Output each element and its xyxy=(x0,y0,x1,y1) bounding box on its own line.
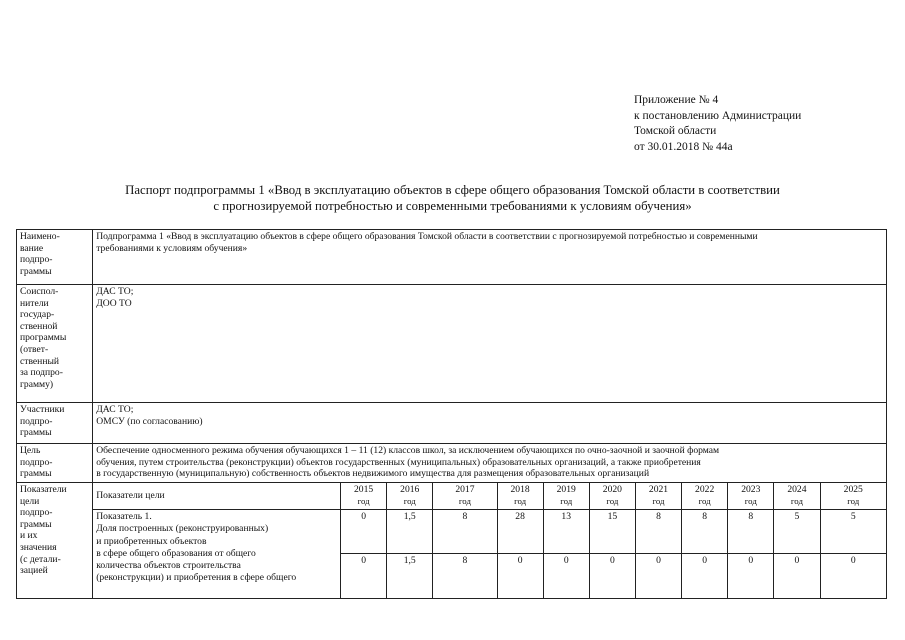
year-header xyxy=(543,483,589,510)
indicator-value: 8 xyxy=(433,510,497,554)
appendix-line: от 30.01.2018 № 44а xyxy=(634,140,733,153)
text-line: (реконструкции) и приобретения в сфере общего xyxy=(96,572,297,584)
label-line: зацией xyxy=(20,565,48,577)
indicator-value: 0 xyxy=(589,554,635,599)
label-line: грамму) xyxy=(20,378,54,390)
indicator-value: 0 xyxy=(341,510,387,554)
indicator-value: 8 xyxy=(433,554,497,599)
participants-text xyxy=(93,403,887,444)
indicator-value: 0 xyxy=(682,554,728,599)
year-word: год xyxy=(514,495,527,506)
label-line: нители xyxy=(20,297,49,309)
indicator-row-1 xyxy=(17,510,887,554)
indicator-value: 5 xyxy=(820,510,887,554)
indicator-value: 0 xyxy=(341,554,387,599)
year-word: год xyxy=(560,495,573,506)
text-line: Подпрограмма 1 «Ввод в эксплуатацию объектов в сфере общего образования Томской области в соответствии с прогнозируемой потребностью и современными xyxy=(96,231,758,242)
row-coexecutors xyxy=(17,285,887,403)
row-label-participants xyxy=(17,403,93,444)
label-line: (с детали- xyxy=(20,553,61,565)
year-number: 2022 xyxy=(695,484,715,495)
text-line: количества объектов строительства xyxy=(96,560,241,572)
label-line: Участники xyxy=(20,404,65,415)
year-header xyxy=(820,483,887,510)
indicator-value: 1,5 xyxy=(387,510,433,554)
text-line: Показатель 1. xyxy=(96,511,152,522)
year-number: 2023 xyxy=(741,484,761,495)
year-word: год xyxy=(458,495,471,506)
indicator-value: 8 xyxy=(635,510,681,554)
year-header xyxy=(728,483,774,510)
label-line: ственный xyxy=(20,355,60,367)
indicator-value: 8 xyxy=(728,510,774,554)
year-header xyxy=(682,483,728,510)
indicator-value: 15 xyxy=(589,510,635,554)
indicator-value: 13 xyxy=(543,510,589,554)
row-label-name xyxy=(17,230,93,285)
title-line: Паспорт подпрограммы 1 «Ввод в эксплуатацию объектов в сфере общего образования Томской области в соответствии xyxy=(125,183,780,197)
text-line: ДОО ТО xyxy=(96,297,132,309)
year-header xyxy=(497,483,543,510)
label-line: граммы xyxy=(20,265,52,277)
row-label-goal xyxy=(17,444,93,483)
label-line: государ- xyxy=(20,309,55,321)
label-line: цели xyxy=(20,495,40,507)
row-goal xyxy=(17,444,887,483)
label-line: подпро- xyxy=(20,254,53,266)
goal-text xyxy=(93,444,887,483)
year-number: 2015 xyxy=(354,484,374,495)
appendix-line: к постановлению Администрации xyxy=(634,109,802,122)
label-line: Показатели xyxy=(20,484,67,495)
label-line: ственной xyxy=(20,320,58,332)
label-line: и их xyxy=(20,530,38,542)
label-line: значения xyxy=(20,541,57,553)
row-label-coexecutors xyxy=(17,285,93,403)
year-header xyxy=(341,483,387,510)
year-word: год xyxy=(847,495,860,506)
text-line: Обеспечение односменного режима обучения обучающихся 1 – 11 (12) классов школ, за исключением обучающихся по очно-заочной и заочной формам xyxy=(96,445,720,456)
label-line: за подпро- xyxy=(20,367,63,379)
year-number: 2025 xyxy=(843,484,863,495)
page-title xyxy=(40,182,865,214)
indicator-value: 0 xyxy=(728,554,774,599)
year-number: 2019 xyxy=(556,484,576,495)
year-word: год xyxy=(403,495,416,506)
indicator-value: 0 xyxy=(774,554,820,599)
label-line: граммы xyxy=(20,468,52,480)
passport-table xyxy=(16,229,887,599)
label-line: Соиспол- xyxy=(20,286,59,297)
year-number: 2017 xyxy=(455,484,475,495)
label-line: подпро- xyxy=(20,507,53,519)
indicator-value: 0 xyxy=(497,554,543,599)
year-number: 2024 xyxy=(787,484,807,495)
row-indicators-header xyxy=(17,483,887,510)
indicator-value: 0 xyxy=(635,554,681,599)
year-number: 2018 xyxy=(510,484,530,495)
text-line: ДАС ТО; xyxy=(96,404,134,415)
label-line: Наимено- xyxy=(20,231,60,242)
text-line: ДАС ТО; xyxy=(96,286,134,297)
indicator-value: 8 xyxy=(682,510,728,554)
text-line: в государственную (муниципальную) собственность объектов недвижимого имущества для размещения образовательных организаций xyxy=(96,468,650,480)
year-header xyxy=(387,483,433,510)
label-line: программы xyxy=(20,332,67,344)
text-line: в сфере общего образования от общего xyxy=(96,547,256,559)
label-line: подпро- xyxy=(20,415,53,427)
title-line: с прогнозируемой потребностью и современными требованиями к условиям обучения» xyxy=(213,199,692,213)
year-header xyxy=(589,483,635,510)
year-number: 2016 xyxy=(400,484,420,495)
row-participants xyxy=(17,403,887,444)
subprogram-name-text xyxy=(93,230,887,285)
year-word: год xyxy=(606,495,619,506)
coexecutors-text xyxy=(93,285,887,403)
appendix-block xyxy=(634,93,801,155)
indicator-value: 28 xyxy=(497,510,543,554)
label-line: подпро- xyxy=(20,456,53,468)
text-line: Доля построенных (реконструированных) xyxy=(96,523,269,535)
label-line: Цель xyxy=(20,445,41,456)
label-line: граммы xyxy=(20,518,52,530)
indicators-header-label: Показатели цели xyxy=(93,483,341,510)
year-word: год xyxy=(652,495,665,506)
row-subprogram-name xyxy=(17,230,887,285)
indicator-value: 1,5 xyxy=(387,554,433,599)
year-word: год xyxy=(698,495,711,506)
text-line: ОМСУ (по согласованию) xyxy=(96,415,203,427)
appendix-line: Приложение № 4 xyxy=(634,94,719,106)
year-word: год xyxy=(744,495,757,506)
row-label-indicators xyxy=(17,483,93,599)
indicator-description xyxy=(93,510,341,599)
text-line: требованиями к условиям обучения» xyxy=(96,242,248,254)
year-word: год xyxy=(790,495,803,506)
year-header xyxy=(774,483,820,510)
year-word: год xyxy=(357,495,370,506)
year-number: 2021 xyxy=(648,484,669,495)
label-line: вание xyxy=(20,242,44,254)
indicator-value: 0 xyxy=(820,554,887,599)
appendix-line: Томской области xyxy=(634,125,717,137)
text-line: и приобретенных объектов xyxy=(96,535,207,547)
text-line: обучения, путем строительства (реконструкции) объектов государственных (муниципальных) образовательных организаций, а также приобретения xyxy=(96,456,701,468)
year-header xyxy=(635,483,681,510)
label-line: граммы xyxy=(20,427,52,439)
year-number: 2020 xyxy=(602,484,622,495)
indicator-value: 5 xyxy=(774,510,820,554)
indicator-value: 0 xyxy=(543,554,589,599)
label-line: (ответ- xyxy=(20,343,49,355)
year-header xyxy=(433,483,497,510)
